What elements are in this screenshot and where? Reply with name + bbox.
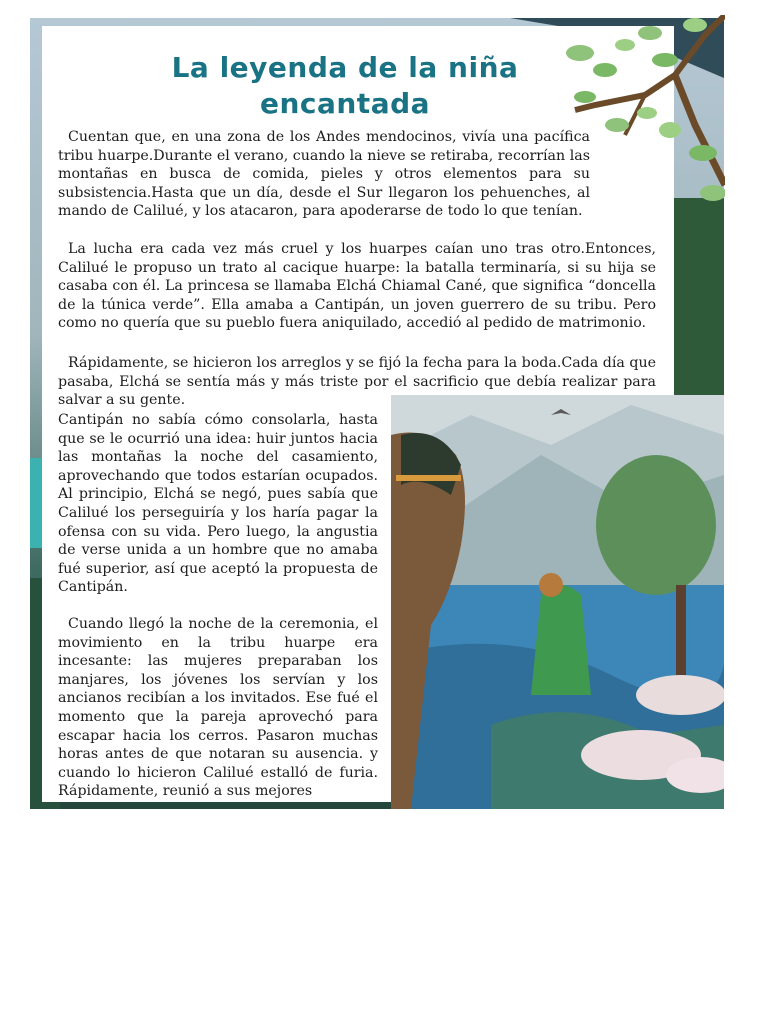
title-line-2: encantada (259, 87, 431, 120)
princess-lake-image (391, 395, 724, 809)
paragraph-3: Rápidamente, se hicieron los arreglos y se fijó la fecha para la boda.Cada día que pasaba, Elchá se sentía más y más triste por el sacrificio que debía realizar para salvar a su gente. (58, 355, 656, 409)
paragraph-1: Cuentan que, en una zona de los Andes mendocinos, vivía una pacífica tribu huarpe.Durante el verano, cuando la nieve se retiraba, recorrían las montañas en busca de comida, pieles y otros elementos para su subsistencia.Hasta que un día, desde el Sur llegaron los pehuenches, al mando de Calilué, y los atacaron, para apoderarse de todo lo que tenían. (58, 129, 590, 220)
page-title (150, 50, 540, 122)
paragraph-4: Cantipán no sabía cómo consolarla, hasta que se le ocurrió una idea: huir juntos hacia las montañas la noche del casamiento, aprovechando que todos estarían ocupados. Al principio, Elchá se negó, pues sabía que Calilué los perseguiría y los haría pagar la ofensa con su vida. Pero luego, la angustia de verse unida a un hombre que no amaba fué superior, así que aceptó la propuesta de Cantipán. (58, 412, 378, 596)
story-illustration (391, 395, 724, 809)
title-line-1: La leyenda de la niña (171, 51, 519, 84)
paragraph-5: Cuando llegó la noche de la ceremonia, el movimiento en la tribu huarpe era incesante: las mujeres preparaban los manjares, los jóvenes los servían y los ancianos recibían a los invitados. Ese fué el momento que la pareja aprovechó para escapar hacia los cerros. Pasaron muchas horas antes de que notaran su ausencia. y cuando lo hicieron Calilué estalló de furia. Rápidamente, reunió a sus mejores (58, 616, 378, 800)
paragraph-2: La lucha era cada vez más cruel y los huarpes caían uno tras otro.Entonces, Calilué le propuso un trato al cacique huarpe: la batalla terminaría, si su hija se casaba con él. La princesa se llamaba Elchá Chiamal Cané, que significa “doncella de la túnica verde”. Ella amaba a Cantipán, un joven guerrero de su tribu. Pero como no quería que su pueblo fuera aniquilado, accedió al pedido de matrimonio. (58, 241, 656, 332)
